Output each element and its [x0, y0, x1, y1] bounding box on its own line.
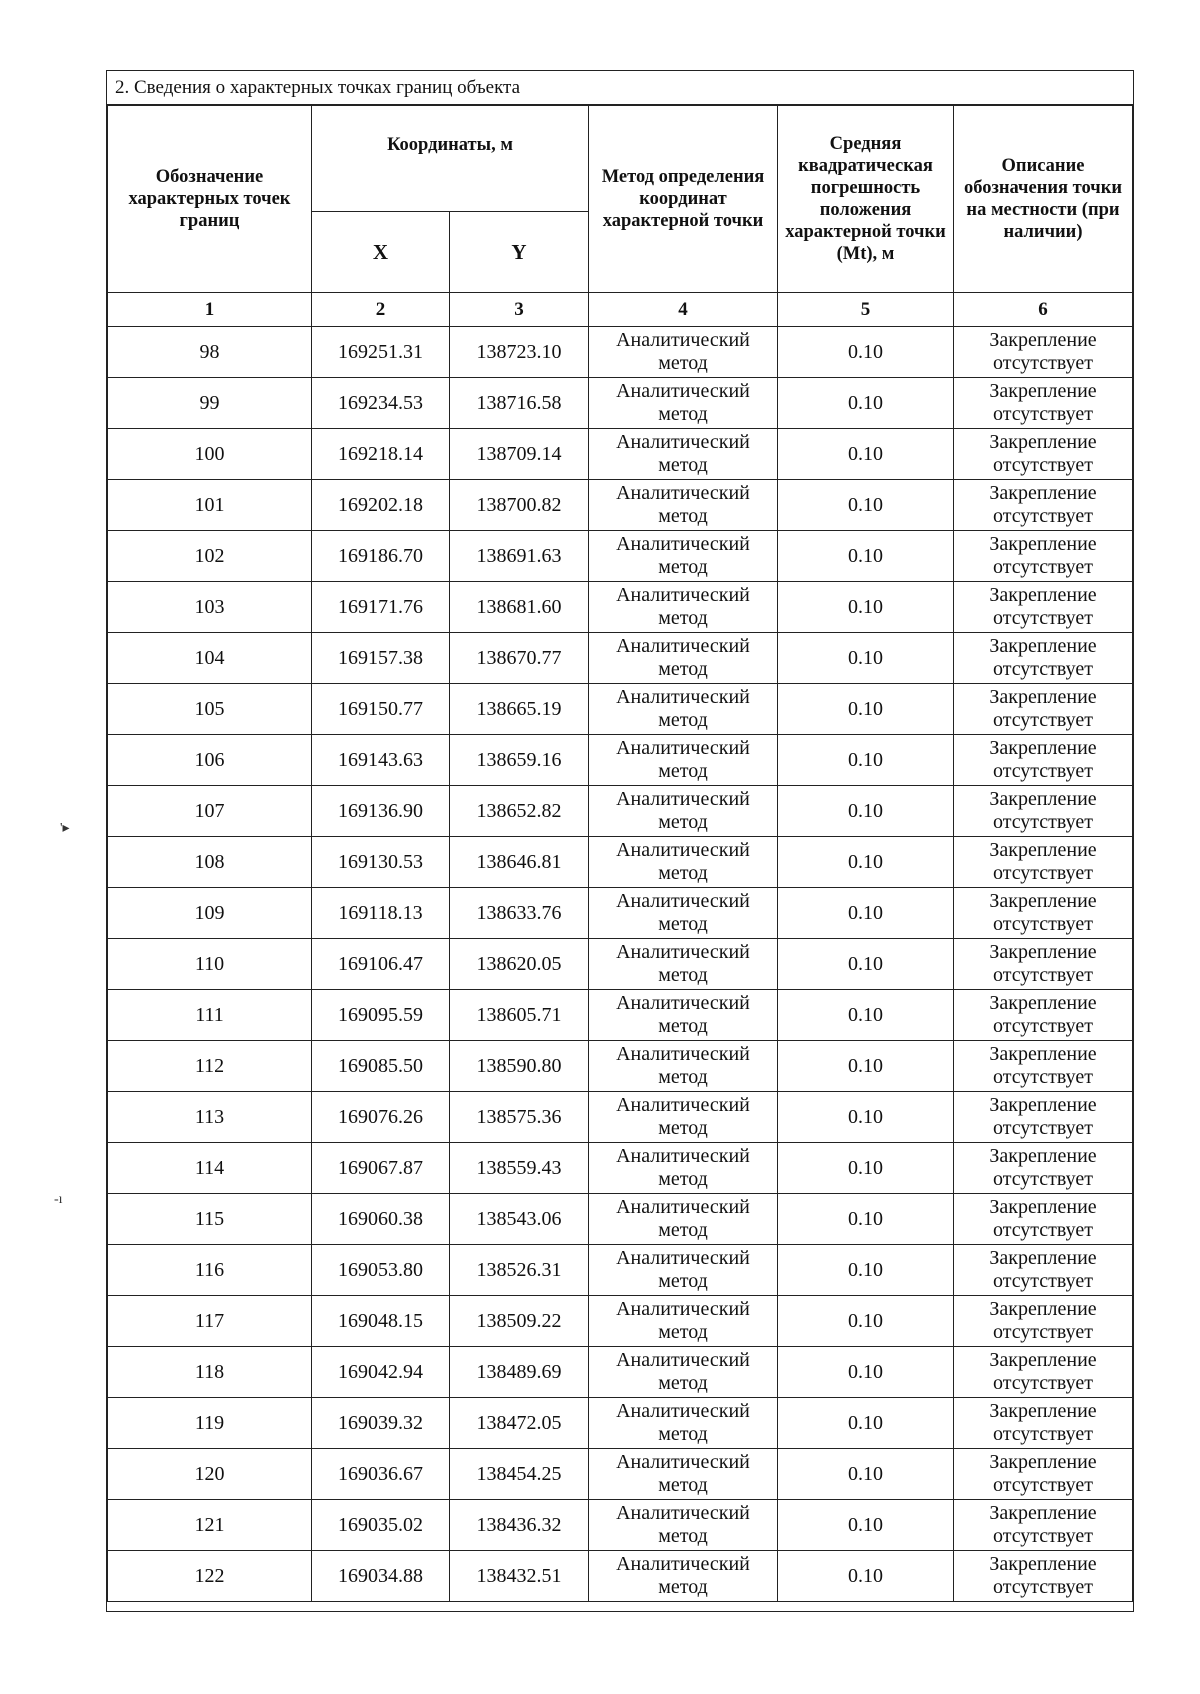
description-cell — [954, 1449, 1133, 1500]
description-text: Закрепление — [989, 1451, 1097, 1473]
description-cell — [954, 480, 1133, 531]
mean-error-value: 0.10 — [778, 1347, 954, 1398]
coord-x: 169234.53 — [312, 378, 450, 429]
header-point-designation: Обозначение характерных точек границ — [108, 106, 312, 293]
coord-y: 138646.81 — [450, 837, 589, 888]
method-cell — [589, 429, 778, 480]
method-text: Аналитический — [616, 1094, 750, 1116]
description-cell — [954, 684, 1133, 735]
coord-x: 169067.87 — [312, 1143, 450, 1194]
description-cell — [954, 327, 1133, 378]
method-cell — [589, 1245, 778, 1296]
mean-error-value: 0.10 — [778, 939, 954, 990]
table-row — [108, 1245, 1133, 1296]
coord-x: 169036.67 — [312, 1449, 450, 1500]
method-text: метод — [658, 1474, 708, 1496]
description-text: Закрепление — [989, 1553, 1097, 1575]
description-cell — [954, 1245, 1133, 1296]
document-sheet — [106, 70, 1134, 1612]
coord-y: 138432.51 — [450, 1551, 589, 1602]
description-text: отсутствует — [992, 403, 1094, 425]
method-cell — [589, 582, 778, 633]
method-text: метод — [658, 964, 708, 986]
coord-x: 169106.47 — [312, 939, 450, 990]
method-text: Аналитический — [616, 890, 750, 912]
coord-y: 138665.19 — [450, 684, 589, 735]
method-text: Аналитический — [616, 737, 750, 759]
point-number: 105 — [108, 684, 312, 735]
description-text: Закрепление — [989, 737, 1097, 759]
point-number: 121 — [108, 1500, 312, 1551]
description-cell — [954, 1092, 1133, 1143]
mean-error-value: 0.10 — [778, 1500, 954, 1551]
method-text: метод — [658, 556, 708, 578]
point-number: 109 — [108, 888, 312, 939]
mean-error-value: 0.10 — [778, 582, 954, 633]
method-cell — [589, 633, 778, 684]
coord-x: 169085.50 — [312, 1041, 450, 1092]
coord-x: 169118.13 — [312, 888, 450, 939]
description-cell — [954, 1500, 1133, 1551]
coord-y: 138620.05 — [450, 939, 589, 990]
description-text: Закрепление — [989, 380, 1097, 402]
mean-error-value: 0.10 — [778, 735, 954, 786]
point-number: 107 — [108, 786, 312, 837]
table-row — [108, 531, 1133, 582]
coord-x: 169060.38 — [312, 1194, 450, 1245]
header-coordinates: Координаты, м — [312, 106, 589, 212]
table-row — [108, 1551, 1133, 1602]
table-row — [108, 1194, 1133, 1245]
method-cell — [589, 1092, 778, 1143]
method-cell — [589, 684, 778, 735]
description-text: Закрепление — [989, 1502, 1097, 1524]
col-number: 4 — [589, 293, 778, 327]
method-text: метод — [658, 760, 708, 782]
mean-error-value: 0.10 — [778, 378, 954, 429]
section-title: 2. Сведения о характерных точках границ объекта — [107, 71, 1133, 105]
mean-error-value: 0.10 — [778, 633, 954, 684]
method-text: Аналитический — [616, 941, 750, 963]
mean-error-value: 0.10 — [778, 684, 954, 735]
point-number: 112 — [108, 1041, 312, 1092]
description-text: отсутствует — [992, 1117, 1094, 1139]
description-text: Закрепление — [989, 329, 1097, 351]
description-text: отсутствует — [992, 1168, 1094, 1190]
description-text: Закрепление — [989, 788, 1097, 810]
method-text: Аналитический — [616, 1451, 750, 1473]
method-text: Аналитический — [616, 533, 750, 555]
table-row — [108, 480, 1133, 531]
mean-error-value: 0.10 — [778, 990, 954, 1041]
method-text: Аналитический — [616, 1400, 750, 1422]
method-text: Аналитический — [616, 839, 750, 861]
method-text: Аналитический — [616, 1349, 750, 1371]
description-cell — [954, 531, 1133, 582]
description-cell — [954, 1296, 1133, 1347]
method-cell — [589, 837, 778, 888]
coord-y: 138543.06 — [450, 1194, 589, 1245]
coord-y: 138559.43 — [450, 1143, 589, 1194]
description-cell — [954, 939, 1133, 990]
point-number: 113 — [108, 1092, 312, 1143]
description-cell — [954, 888, 1133, 939]
mean-error-value: 0.10 — [778, 888, 954, 939]
col-number: 2 — [312, 293, 450, 327]
mean-error-value: 0.10 — [778, 1092, 954, 1143]
method-cell — [589, 1143, 778, 1194]
description-cell — [954, 837, 1133, 888]
description-text: отсутствует — [992, 607, 1094, 629]
description-cell — [954, 1551, 1133, 1602]
header-description: Описание обозначения точки на местности (при наличии) — [954, 106, 1133, 293]
empty-row — [108, 1602, 1133, 1637]
mean-error-value: 0.10 — [778, 1194, 954, 1245]
mean-error-value: 0.10 — [778, 1398, 954, 1449]
method-text: метод — [658, 811, 708, 833]
description-text: отсутствует — [992, 658, 1094, 680]
description-text: отсутствует — [992, 811, 1094, 833]
coord-y: 138605.71 — [450, 990, 589, 1041]
coord-x: 169076.26 — [312, 1092, 450, 1143]
coord-x: 169130.53 — [312, 837, 450, 888]
point-number: 108 — [108, 837, 312, 888]
method-cell — [589, 1500, 778, 1551]
header-y: Y — [450, 212, 589, 293]
description-text: отсутствует — [992, 1321, 1094, 1343]
point-number: 118 — [108, 1347, 312, 1398]
boundary-points-table — [107, 105, 1133, 1636]
coord-y: 138681.60 — [450, 582, 589, 633]
method-cell — [589, 888, 778, 939]
description-text: отсутствует — [992, 1219, 1094, 1241]
method-text: метод — [658, 1321, 708, 1343]
coord-y: 138472.05 — [450, 1398, 589, 1449]
method-cell — [589, 1398, 778, 1449]
coord-x: 169202.18 — [312, 480, 450, 531]
table-row — [108, 684, 1133, 735]
method-text: Аналитический — [616, 329, 750, 351]
coord-x: 169136.90 — [312, 786, 450, 837]
description-text: отсутствует — [992, 709, 1094, 731]
description-cell — [954, 1194, 1133, 1245]
description-cell — [954, 786, 1133, 837]
mean-error-value: 0.10 — [778, 786, 954, 837]
coord-y: 138652.82 — [450, 786, 589, 837]
description-cell — [954, 1398, 1133, 1449]
description-cell — [954, 429, 1133, 480]
mean-error-value: 0.10 — [778, 1041, 954, 1092]
mean-error-value: 0.10 — [778, 837, 954, 888]
coord-x: 169150.77 — [312, 684, 450, 735]
coord-y: 138590.80 — [450, 1041, 589, 1092]
description-text: Закрепление — [989, 584, 1097, 606]
description-text: отсутствует — [992, 352, 1094, 374]
coord-y: 138489.69 — [450, 1347, 589, 1398]
description-text: Закрепление — [989, 533, 1097, 555]
mean-error-value: 0.10 — [778, 1143, 954, 1194]
table-row — [108, 429, 1133, 480]
point-number: 117 — [108, 1296, 312, 1347]
method-text: метод — [658, 1576, 708, 1598]
table-row — [108, 1500, 1133, 1551]
method-text: метод — [658, 1525, 708, 1547]
method-text: метод — [658, 352, 708, 374]
table-row — [108, 990, 1133, 1041]
mean-error-value: 0.10 — [778, 531, 954, 582]
coord-x: 169171.76 — [312, 582, 450, 633]
method-cell — [589, 1449, 778, 1500]
method-text: Аналитический — [616, 1247, 750, 1269]
method-text: метод — [658, 1423, 708, 1445]
coord-y: 138659.16 — [450, 735, 589, 786]
method-text: метод — [658, 1117, 708, 1139]
table-row — [108, 1449, 1133, 1500]
description-text: Закрепление — [989, 1400, 1097, 1422]
method-text: метод — [658, 505, 708, 527]
table-row — [108, 837, 1133, 888]
method-cell — [589, 1194, 778, 1245]
method-text: Аналитический — [616, 1043, 750, 1065]
point-number: 102 — [108, 531, 312, 582]
point-number: 115 — [108, 1194, 312, 1245]
method-cell — [589, 786, 778, 837]
point-number: 99 — [108, 378, 312, 429]
description-text: Закрепление — [989, 1298, 1097, 1320]
coord-y: 138723.10 — [450, 327, 589, 378]
method-cell — [589, 327, 778, 378]
method-text: метод — [658, 862, 708, 884]
point-number: 119 — [108, 1398, 312, 1449]
point-number: 122 — [108, 1551, 312, 1602]
method-cell — [589, 1296, 778, 1347]
coord-y: 138454.25 — [450, 1449, 589, 1500]
point-number: 114 — [108, 1143, 312, 1194]
point-number: 120 — [108, 1449, 312, 1500]
coord-y: 138633.76 — [450, 888, 589, 939]
coord-x: 169053.80 — [312, 1245, 450, 1296]
coord-y: 138691.63 — [450, 531, 589, 582]
description-text: отсутствует — [992, 1423, 1094, 1445]
method-text: метод — [658, 658, 708, 680]
coord-y: 138526.31 — [450, 1245, 589, 1296]
description-text: отсутствует — [992, 1474, 1094, 1496]
coord-y: 138670.77 — [450, 633, 589, 684]
table-row — [108, 378, 1133, 429]
col-number: 5 — [778, 293, 954, 327]
method-text: метод — [658, 1219, 708, 1241]
header-mean-error: Средняя квадратическая погрешность положения характерной точки (Mt), м — [778, 106, 954, 293]
col-number: 3 — [450, 293, 589, 327]
method-text: Аналитический — [616, 1196, 750, 1218]
description-text: Закрепление — [989, 1247, 1097, 1269]
description-text: отсутствует — [992, 1576, 1094, 1598]
col-number: 6 — [954, 293, 1133, 327]
description-text: Закрепление — [989, 686, 1097, 708]
table-row — [108, 1296, 1133, 1347]
method-cell — [589, 939, 778, 990]
coord-y: 138436.32 — [450, 1500, 589, 1551]
method-text: Аналитический — [616, 1553, 750, 1575]
description-text: Закрепление — [989, 941, 1097, 963]
description-cell — [954, 582, 1133, 633]
coord-y: 138509.22 — [450, 1296, 589, 1347]
coord-x: 169186.70 — [312, 531, 450, 582]
method-text: метод — [658, 1270, 708, 1292]
table-body — [108, 327, 1133, 1602]
description-text: отсутствует — [992, 964, 1094, 986]
point-number: 104 — [108, 633, 312, 684]
method-text: Аналитический — [616, 788, 750, 810]
description-text: отсутствует — [992, 556, 1094, 578]
method-text: метод — [658, 1015, 708, 1037]
point-number: 103 — [108, 582, 312, 633]
point-number: 98 — [108, 327, 312, 378]
mean-error-value: 0.10 — [778, 480, 954, 531]
table-row — [108, 1398, 1133, 1449]
table-row — [108, 1041, 1133, 1092]
description-text: отсутствует — [992, 454, 1094, 476]
description-cell — [954, 633, 1133, 684]
method-cell — [589, 480, 778, 531]
coord-x: 169034.88 — [312, 1551, 450, 1602]
description-cell — [954, 1347, 1133, 1398]
coord-x: 169157.38 — [312, 633, 450, 684]
method-text: Аналитический — [616, 1502, 750, 1524]
method-cell — [589, 378, 778, 429]
header-x: X — [312, 212, 450, 293]
coord-x: 169042.94 — [312, 1347, 450, 1398]
description-cell — [954, 1041, 1133, 1092]
description-text: отсутствует — [992, 1525, 1094, 1547]
description-text: отсутствует — [992, 760, 1094, 782]
method-text: метод — [658, 709, 708, 731]
coord-y: 138716.58 — [450, 378, 589, 429]
description-cell — [954, 735, 1133, 786]
description-text: отсутствует — [992, 1372, 1094, 1394]
mean-error-value: 0.10 — [778, 1449, 954, 1500]
mean-error-value: 0.10 — [778, 1245, 954, 1296]
table-row — [108, 633, 1133, 684]
point-number: 106 — [108, 735, 312, 786]
method-text: Аналитический — [616, 584, 750, 606]
description-text: Закрепление — [989, 482, 1097, 504]
method-cell — [589, 1551, 778, 1602]
method-cell — [589, 735, 778, 786]
method-text: метод — [658, 403, 708, 425]
method-text: Аналитический — [616, 992, 750, 1014]
point-number: 111 — [108, 990, 312, 1041]
coord-x: 169095.59 — [312, 990, 450, 1041]
mean-error-value: 0.10 — [778, 327, 954, 378]
description-cell — [954, 378, 1133, 429]
table-row — [108, 939, 1133, 990]
point-number: 100 — [108, 429, 312, 480]
method-text: метод — [658, 1168, 708, 1190]
mean-error-value: 0.10 — [778, 1551, 954, 1602]
description-text: отсутствует — [992, 862, 1094, 884]
method-text: Аналитический — [616, 1145, 750, 1167]
description-text: Закрепление — [989, 1094, 1097, 1116]
description-text: Закрепление — [989, 1196, 1097, 1218]
description-text: отсутствует — [992, 1066, 1094, 1088]
coord-x: 169039.32 — [312, 1398, 450, 1449]
method-text: Аналитический — [616, 482, 750, 504]
table-row — [108, 582, 1133, 633]
method-text: метод — [658, 1066, 708, 1088]
coord-y: 138575.36 — [450, 1092, 589, 1143]
table-row — [108, 1347, 1133, 1398]
description-cell — [954, 1143, 1133, 1194]
mean-error-value: 0.10 — [778, 429, 954, 480]
method-text: метод — [658, 607, 708, 629]
description-text: Закрепление — [989, 1349, 1097, 1371]
table-row — [108, 327, 1133, 378]
table-row — [108, 786, 1133, 837]
method-cell — [589, 1347, 778, 1398]
description-text: Закрепление — [989, 431, 1097, 453]
description-text: Закрепление — [989, 635, 1097, 657]
description-text: отсутствует — [992, 505, 1094, 527]
margin-mark: -ı — [54, 1192, 63, 1207]
mean-error-value: 0.10 — [778, 1296, 954, 1347]
coord-y: 138709.14 — [450, 429, 589, 480]
method-text: Аналитический — [616, 635, 750, 657]
description-text: отсутствует — [992, 1270, 1094, 1292]
table-row — [108, 888, 1133, 939]
method-text: Аналитический — [616, 686, 750, 708]
coord-x: 169035.02 — [312, 1500, 450, 1551]
point-number: 110 — [108, 939, 312, 990]
method-cell — [589, 990, 778, 1041]
coord-y: 138700.82 — [450, 480, 589, 531]
coord-x: 169048.15 — [312, 1296, 450, 1347]
table-row — [108, 735, 1133, 786]
description-text: Закрепление — [989, 1043, 1097, 1065]
method-text: Аналитический — [616, 431, 750, 453]
point-number: 116 — [108, 1245, 312, 1296]
coord-x: 169143.63 — [312, 735, 450, 786]
method-cell — [589, 531, 778, 582]
description-cell — [954, 990, 1133, 1041]
col-number: 1 — [108, 293, 312, 327]
method-text: метод — [658, 454, 708, 476]
method-text: Аналитический — [616, 1298, 750, 1320]
description-text: Закрепление — [989, 839, 1097, 861]
method-text: Аналитический — [616, 380, 750, 402]
table-row — [108, 1143, 1133, 1194]
point-number: 101 — [108, 480, 312, 531]
method-text: метод — [658, 1372, 708, 1394]
description-text: отсутствует — [992, 913, 1094, 935]
description-text: Закрепление — [989, 992, 1097, 1014]
table-row — [108, 1092, 1133, 1143]
method-text: метод — [658, 913, 708, 935]
description-text: отсутствует — [992, 1015, 1094, 1037]
header-method: Метод определения координат характерной точки — [589, 106, 778, 293]
description-text: Закрепление — [989, 890, 1097, 912]
coord-x: 169251.31 — [312, 327, 450, 378]
method-cell — [589, 1041, 778, 1092]
description-text: Закрепление — [989, 1145, 1097, 1167]
coord-x: 169218.14 — [312, 429, 450, 480]
margin-mark: '▸ — [60, 821, 70, 836]
